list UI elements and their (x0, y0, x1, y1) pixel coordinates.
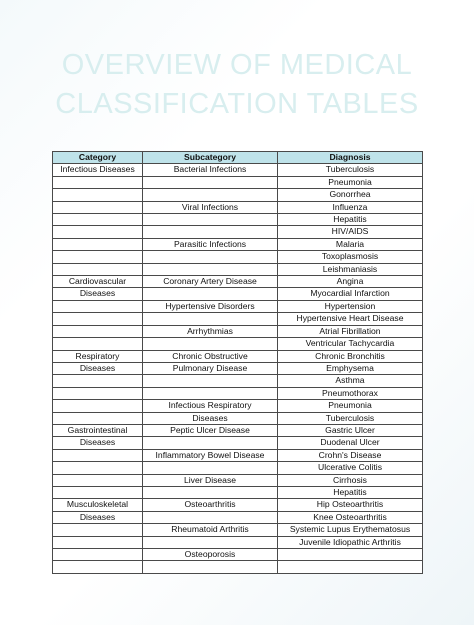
category-cell (53, 561, 143, 573)
title-line-1: OVERVIEW OF MEDICAL (61, 49, 413, 81)
table-row (53, 486, 423, 498)
table-row (53, 536, 423, 548)
table-row (53, 387, 423, 399)
subcategory-cell (143, 486, 278, 498)
diagnosis-cell: Hip Osteoarthritis (278, 499, 423, 511)
diagnosis-cell: Hypertension (278, 300, 423, 312)
table-row (53, 288, 423, 300)
subcategory-cell: Osteoporosis (143, 549, 278, 561)
diagnosis-cell: Chronic Bronchitis (278, 350, 423, 362)
subcategory-cell (143, 338, 278, 350)
diagnosis-cell: Emphysema (278, 362, 423, 374)
table-row (53, 201, 423, 213)
category-cell: Infectious Diseases (53, 164, 143, 176)
category-cell (53, 375, 143, 387)
subcategory-cell: Parasitic Infections (143, 238, 278, 250)
table-row (53, 263, 423, 275)
table-row (53, 499, 423, 511)
category-cell (53, 325, 143, 337)
diagnosis-cell: Leishmaniasis (278, 263, 423, 275)
table-row (53, 412, 423, 424)
classification-table (52, 151, 423, 574)
subcategory-cell (143, 511, 278, 523)
category-cell (53, 412, 143, 424)
table-row (53, 474, 423, 486)
category-cell (53, 201, 143, 213)
table-row (53, 350, 423, 362)
category-cell (53, 387, 143, 399)
table-row (53, 375, 423, 387)
diagnosis-cell: Hepatitis (278, 214, 423, 226)
table-row (53, 325, 423, 337)
category-cell: Diseases (53, 437, 143, 449)
category-cell: Diseases (53, 288, 143, 300)
category-cell (53, 214, 143, 226)
subcategory-cell (143, 263, 278, 275)
subcategory-cell: Diseases (143, 412, 278, 424)
table-row (53, 437, 423, 449)
category-cell: Diseases (53, 362, 143, 374)
category-cell: Respiratory (53, 350, 143, 362)
diagnosis-cell: Pneumonia (278, 400, 423, 412)
category-cell (53, 313, 143, 325)
diagnosis-cell: Cirrhosis (278, 474, 423, 486)
category-cell (53, 474, 143, 486)
table-row (53, 313, 423, 325)
subcategory-cell: Pulmonary Disease (143, 362, 278, 374)
table-row (53, 189, 423, 201)
subcategory-cell (143, 375, 278, 387)
table-row (53, 511, 423, 523)
table-row (53, 462, 423, 474)
diagnosis-cell: Hypertensive Heart Disease (278, 313, 423, 325)
subcategory-cell: Peptic Ulcer Disease (143, 424, 278, 436)
diagnosis-cell: Knee Osteoarthritis (278, 511, 423, 523)
category-cell: Musculoskeletal (53, 499, 143, 511)
subcategory-cell (143, 462, 278, 474)
header-diagnosis: Diagnosis (278, 152, 423, 164)
table-row (53, 300, 423, 312)
table-row (53, 214, 423, 226)
title-line-2: CLASSIFICATION TABLES (55, 88, 419, 120)
subcategory-cell (143, 226, 278, 238)
subcategory-cell: Osteoarthritis (143, 499, 278, 511)
table-row (53, 251, 423, 263)
diagnosis-cell: Myocardial Infarction (278, 288, 423, 300)
category-cell (53, 263, 143, 275)
subcategory-cell (143, 387, 278, 399)
diagnosis-cell: Systemic Lupus Erythematosus (278, 524, 423, 536)
table-row (53, 549, 423, 561)
diagnosis-cell: Asthma (278, 375, 423, 387)
subcategory-cell (143, 251, 278, 263)
diagnosis-cell: Duodenal Ulcer (278, 437, 423, 449)
subcategory-cell (143, 288, 278, 300)
subcategory-cell: Arrhythmias (143, 325, 278, 337)
table-row (53, 362, 423, 374)
category-cell (53, 226, 143, 238)
diagnosis-cell: Influenza (278, 201, 423, 213)
subcategory-cell (143, 437, 278, 449)
diagnosis-cell: Ulcerative Colitis (278, 462, 423, 474)
table-row (53, 276, 423, 288)
category-cell: Diseases (53, 511, 143, 523)
table-row (53, 561, 423, 573)
subcategory-cell: Liver Disease (143, 474, 278, 486)
subcategory-cell: Infectious Respiratory (143, 400, 278, 412)
subcategory-cell: Hypertensive Disorders (143, 300, 278, 312)
category-cell (53, 400, 143, 412)
category-cell (53, 549, 143, 561)
subcategory-cell (143, 176, 278, 188)
category-cell (53, 486, 143, 498)
table-row (53, 424, 423, 436)
category-cell: Gastrointestinal (53, 424, 143, 436)
diagnosis-cell: Ventricular Tachycardia (278, 338, 423, 350)
category-cell (53, 449, 143, 461)
subcategory-cell (143, 189, 278, 201)
diagnosis-cell: Juvenile Idiopathic Arthritis (278, 536, 423, 548)
subcategory-cell: Chronic Obstructive (143, 350, 278, 362)
subcategory-cell: Inflammatory Bowel Disease (143, 449, 278, 461)
diagnosis-cell: Gonorrhea (278, 189, 423, 201)
header-row (53, 152, 423, 164)
table-row (53, 400, 423, 412)
diagnosis-cell (278, 561, 423, 573)
header-category: Category (53, 152, 143, 164)
category-cell (53, 189, 143, 201)
diagnosis-cell: Pneumonia (278, 176, 423, 188)
table-row (53, 338, 423, 350)
diagnosis-cell: Crohn's Disease (278, 449, 423, 461)
diagnosis-cell: Tuberculosis (278, 164, 423, 176)
subcategory-cell: Rheumatoid Arthritis (143, 524, 278, 536)
diagnosis-cell: Hepatitis (278, 486, 423, 498)
subcategory-cell (143, 536, 278, 548)
category-cell (53, 536, 143, 548)
category-cell: Cardiovascular (53, 276, 143, 288)
table-row (53, 176, 423, 188)
table-body (53, 164, 423, 573)
table-row (53, 226, 423, 238)
header-subcategory: Subcategory (143, 152, 278, 164)
table-row (53, 524, 423, 536)
diagnosis-cell: Toxoplasmosis (278, 251, 423, 263)
table-row (53, 164, 423, 176)
diagnosis-cell: Pneumothorax (278, 387, 423, 399)
subcategory-cell (143, 313, 278, 325)
subcategory-cell: Coronary Artery Disease (143, 276, 278, 288)
subcategory-cell: Viral Infections (143, 201, 278, 213)
diagnosis-cell: Tuberculosis (278, 412, 423, 424)
category-cell (53, 462, 143, 474)
category-cell (53, 300, 143, 312)
diagnosis-cell (278, 549, 423, 561)
diagnosis-cell: HIV/AIDS (278, 226, 423, 238)
subcategory-cell: Bacterial Infections (143, 164, 278, 176)
subcategory-cell (143, 561, 278, 573)
category-cell (53, 176, 143, 188)
table-row (53, 238, 423, 250)
category-cell (53, 338, 143, 350)
diagnosis-cell: Atrial Fibrillation (278, 325, 423, 337)
diagnosis-cell: Gastric Ulcer (278, 424, 423, 436)
table-row (53, 449, 423, 461)
page-title (0, 46, 474, 124)
category-cell (53, 524, 143, 536)
category-cell (53, 251, 143, 263)
subcategory-cell (143, 214, 278, 226)
category-cell (53, 238, 143, 250)
diagnosis-cell: Angina (278, 276, 423, 288)
diagnosis-cell: Malaria (278, 238, 423, 250)
